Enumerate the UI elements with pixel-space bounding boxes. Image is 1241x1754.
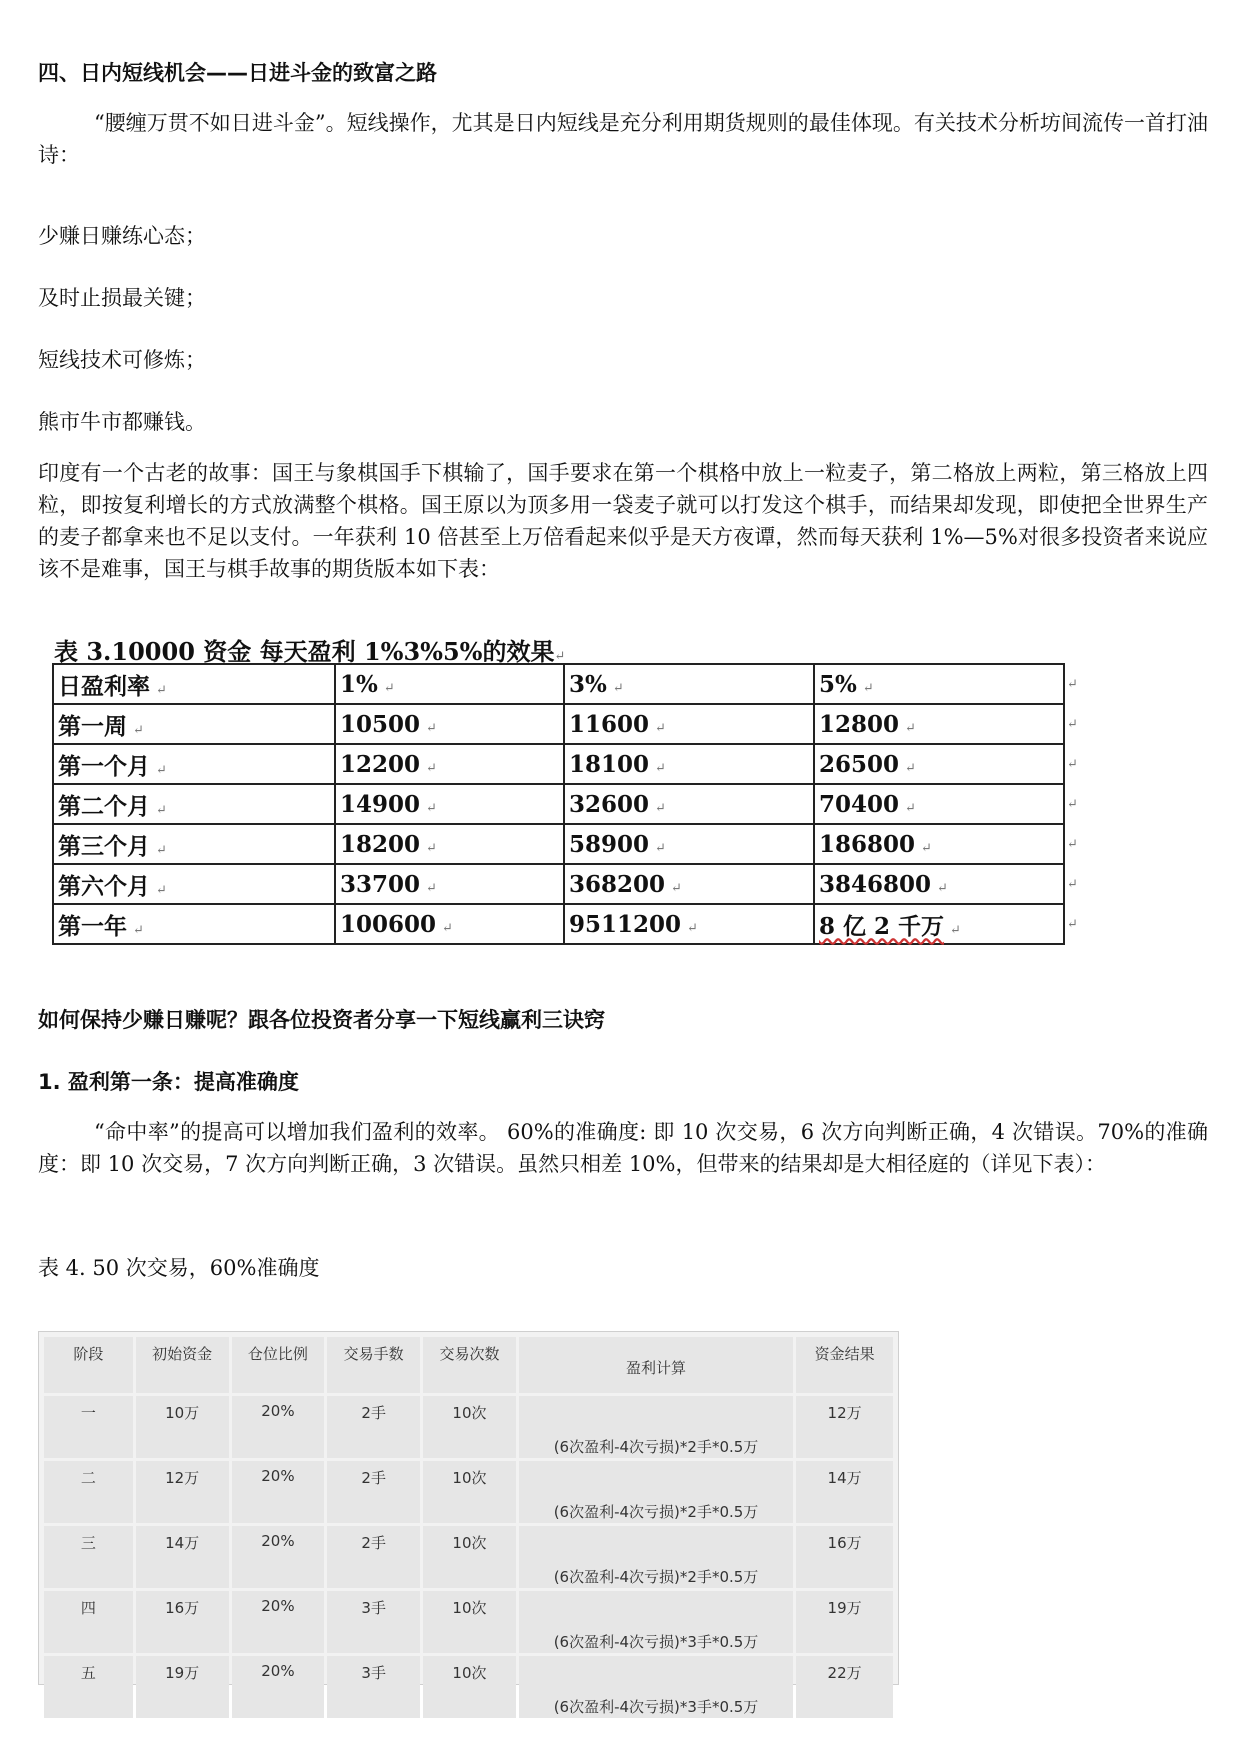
table3-header-cell: 5% ↵ — [814, 664, 1064, 704]
table4-cell: 二 — [44, 1461, 133, 1523]
table4-cell: (6次盈利-4次亏损)*3手*0.5万 — [519, 1591, 793, 1653]
table4-cell: 16万 — [796, 1526, 893, 1588]
section-title: 四、日内短线机会——日进斗金的致富之路 — [38, 61, 437, 85]
table4-cell: 10次 — [423, 1591, 516, 1653]
table4-header-cell: 盈利计算 — [519, 1337, 793, 1393]
accuracy-paragraph: “命中率”的提高可以增加我们盈利的效率。 60%的准确度: 即 10 次交易，6 次方向判断正确，4 次错误。70%的准确度：即 10 次交易，7 次方向判断正确，3 次错误。虽然只相差 10%，但带来的结果却是大相径庭的（详见下表）： — [38, 1120, 1208, 1176]
table3-cell: 9511200 ↵ — [564, 904, 814, 944]
table3-row — [53, 904, 1082, 944]
table4-cell: 20% — [232, 1591, 325, 1653]
table4-cell: (6次盈利-4次亏损)*2手*0.5万 — [519, 1396, 793, 1458]
table4-cell: 五 — [44, 1656, 133, 1718]
table3-cell: 第一周 ↵ — [53, 704, 335, 744]
poem-line-4: 熊市牛市都赚钱。 — [38, 410, 206, 434]
table3-cell: 11600 ↵ — [564, 704, 814, 744]
table3-cell: 32600 ↵ — [564, 784, 814, 824]
table3-cell: 第一年 ↵ — [53, 904, 335, 944]
table3-caption: 表 3.10000 资金 每天盈利 1%3%5%的效果↵ — [54, 637, 566, 666]
table3-cell: 8 亿 2 千万 ↵ — [814, 904, 1064, 944]
table3-cell: 100600 ↵ — [335, 904, 564, 944]
row-end-mark: ↵ — [1067, 676, 1078, 692]
table4-cell: 20% — [232, 1656, 325, 1718]
subheading: 如何保持少赚日赚呢？跟各位投资者分享一下短线赢利三诀窍 — [38, 1008, 605, 1032]
table4-cell: 2手 — [327, 1396, 420, 1458]
table3-row — [53, 704, 1082, 744]
table4-cell: 14万 — [136, 1526, 229, 1588]
table4-row — [44, 1656, 893, 1718]
table4-cell: 20% — [232, 1396, 325, 1458]
table3-cell: 12200 ↵ — [335, 744, 564, 784]
table4-cell: 12万 — [136, 1461, 229, 1523]
table3-cell: 58900 ↵ — [564, 824, 814, 864]
poem-line-1: 少赚日赚练心态； — [38, 224, 206, 248]
table4-cell: 一 — [44, 1396, 133, 1458]
row-end-mark: ↵ — [1067, 876, 1078, 892]
row-end-mark: ↵ — [1067, 836, 1078, 852]
table4-cell: (6次盈利-4次亏损)*2手*0.5万 — [519, 1526, 793, 1588]
table4-header-cell: 交易次数 — [423, 1337, 516, 1393]
table4-row — [44, 1461, 893, 1523]
table3-cell: 186800 ↵ — [814, 824, 1064, 864]
table4-cell: 14万 — [796, 1461, 893, 1523]
table4-cell: 22万 — [796, 1656, 893, 1718]
table4-cell: 19万 — [796, 1591, 893, 1653]
table4-header-cell: 交易手数 — [327, 1337, 420, 1393]
table4-cell: 四 — [44, 1591, 133, 1653]
poem-line-2: 及时止损最关键； — [38, 286, 206, 310]
table4-row — [44, 1526, 893, 1588]
table3-cell: 12800 ↵ — [814, 704, 1064, 744]
table4-cell: 10万 — [136, 1396, 229, 1458]
table4-row — [44, 1591, 893, 1653]
table4-cell: 20% — [232, 1526, 325, 1588]
table3-cell: 第一个月 ↵ — [53, 744, 335, 784]
table3-cell: 26500 ↵ — [814, 744, 1064, 784]
table4-header-cell: 阶段 — [44, 1337, 133, 1393]
table4-cell: (6次盈利-4次亏损)*2手*0.5万 — [519, 1461, 793, 1523]
table3-cell: 33700 ↵ — [335, 864, 564, 904]
table3-cell: 第六个月 ↵ — [53, 864, 335, 904]
intro-paragraph: “腰缠万贯不如日进斗金”。短线操作，尤其是日内短线是充分利用期货规则的最佳体现。有关技术分析坊间流传一首打油诗： — [38, 111, 1208, 167]
table4-cell: 10次 — [423, 1461, 516, 1523]
table4 — [41, 1334, 896, 1721]
table4-cell: (6次盈利-4次亏损)*3手*0.5万 — [519, 1656, 793, 1718]
table4-cell: 2手 — [327, 1461, 420, 1523]
table3-cell: 10500 ↵ — [335, 704, 564, 744]
table3-cell: 14900 ↵ — [335, 784, 564, 824]
story-paragraph: 印度有一个古老的故事：国王与象棋国手下棋输了，国手要求在第一个棋格中放上一粒麦子，第二格放上两粒，第三格放上四粒，即按复利增长的方式放满整个棋格。国王原以为顶多用一袋麦子就可以打发这个棋手，而结果却发现，即使把全世界生产的麦子都拿来也不足以支付。一年获利 10 倍甚至上万倍看起来似乎是天方夜谭，然而每天获利 1%—5%对很多投资者来说应该不是难事，国王与棋手故事的期货版本如下表： — [38, 461, 1208, 581]
table4-cell: 16万 — [136, 1591, 229, 1653]
table3-cell: 70400 ↵ — [814, 784, 1064, 824]
table3-row — [53, 744, 1082, 784]
table3-row — [53, 824, 1082, 864]
table3-header-cell: 日盈利率 ↵ — [53, 664, 335, 704]
table4-cell: 19万 — [136, 1656, 229, 1718]
table4-header-cell: 资金结果 — [796, 1337, 893, 1393]
table3-cell: 368200 ↵ — [564, 864, 814, 904]
table4-cell: 3手 — [327, 1656, 420, 1718]
table4-cell: 10次 — [423, 1526, 516, 1588]
table3-cell: 第二个月 ↵ — [53, 784, 335, 824]
table4-cell: 20% — [232, 1461, 325, 1523]
table4-header-row — [44, 1337, 893, 1393]
row-end-mark: ↵ — [1067, 796, 1078, 812]
table3-row — [53, 864, 1082, 904]
table3-cell: 第三个月 ↵ — [53, 824, 335, 864]
table3 — [52, 663, 1083, 945]
table4-cell: 10次 — [423, 1656, 516, 1718]
table4-cell: 3手 — [327, 1591, 420, 1653]
table4-row — [44, 1396, 893, 1458]
table4-caption: 表 4. 50 次交易，60%准确度 — [38, 1256, 320, 1280]
row-end-mark: ↵ — [1067, 716, 1078, 732]
table4-cell: 2手 — [327, 1526, 420, 1588]
table3-header-cell: 3% ↵ — [564, 664, 814, 704]
table3-header-row — [53, 664, 1082, 704]
row-end-mark: ↵ — [1067, 756, 1078, 772]
table3-cell: 18200 ↵ — [335, 824, 564, 864]
row-end-mark: ↵ — [1067, 916, 1078, 932]
table4-header-cell: 仓位比例 — [232, 1337, 325, 1393]
table4-image — [38, 1331, 899, 1716]
table4-cell: 10次 — [423, 1396, 516, 1458]
table3-cell: 18100 ↵ — [564, 744, 814, 784]
table3-cell: 3846800 ↵ — [814, 864, 1064, 904]
point1-title: 1. 盈利第一条：提高准确度 — [38, 1070, 299, 1094]
table4-header-cell: 初始资金 — [136, 1337, 229, 1393]
table3-header-cell: 1% ↵ — [335, 664, 564, 704]
table4-cell: 三 — [44, 1526, 133, 1588]
table4-cell: 12万 — [796, 1396, 893, 1458]
table3-row — [53, 784, 1082, 824]
poem-line-3: 短线技术可修炼； — [38, 348, 206, 372]
